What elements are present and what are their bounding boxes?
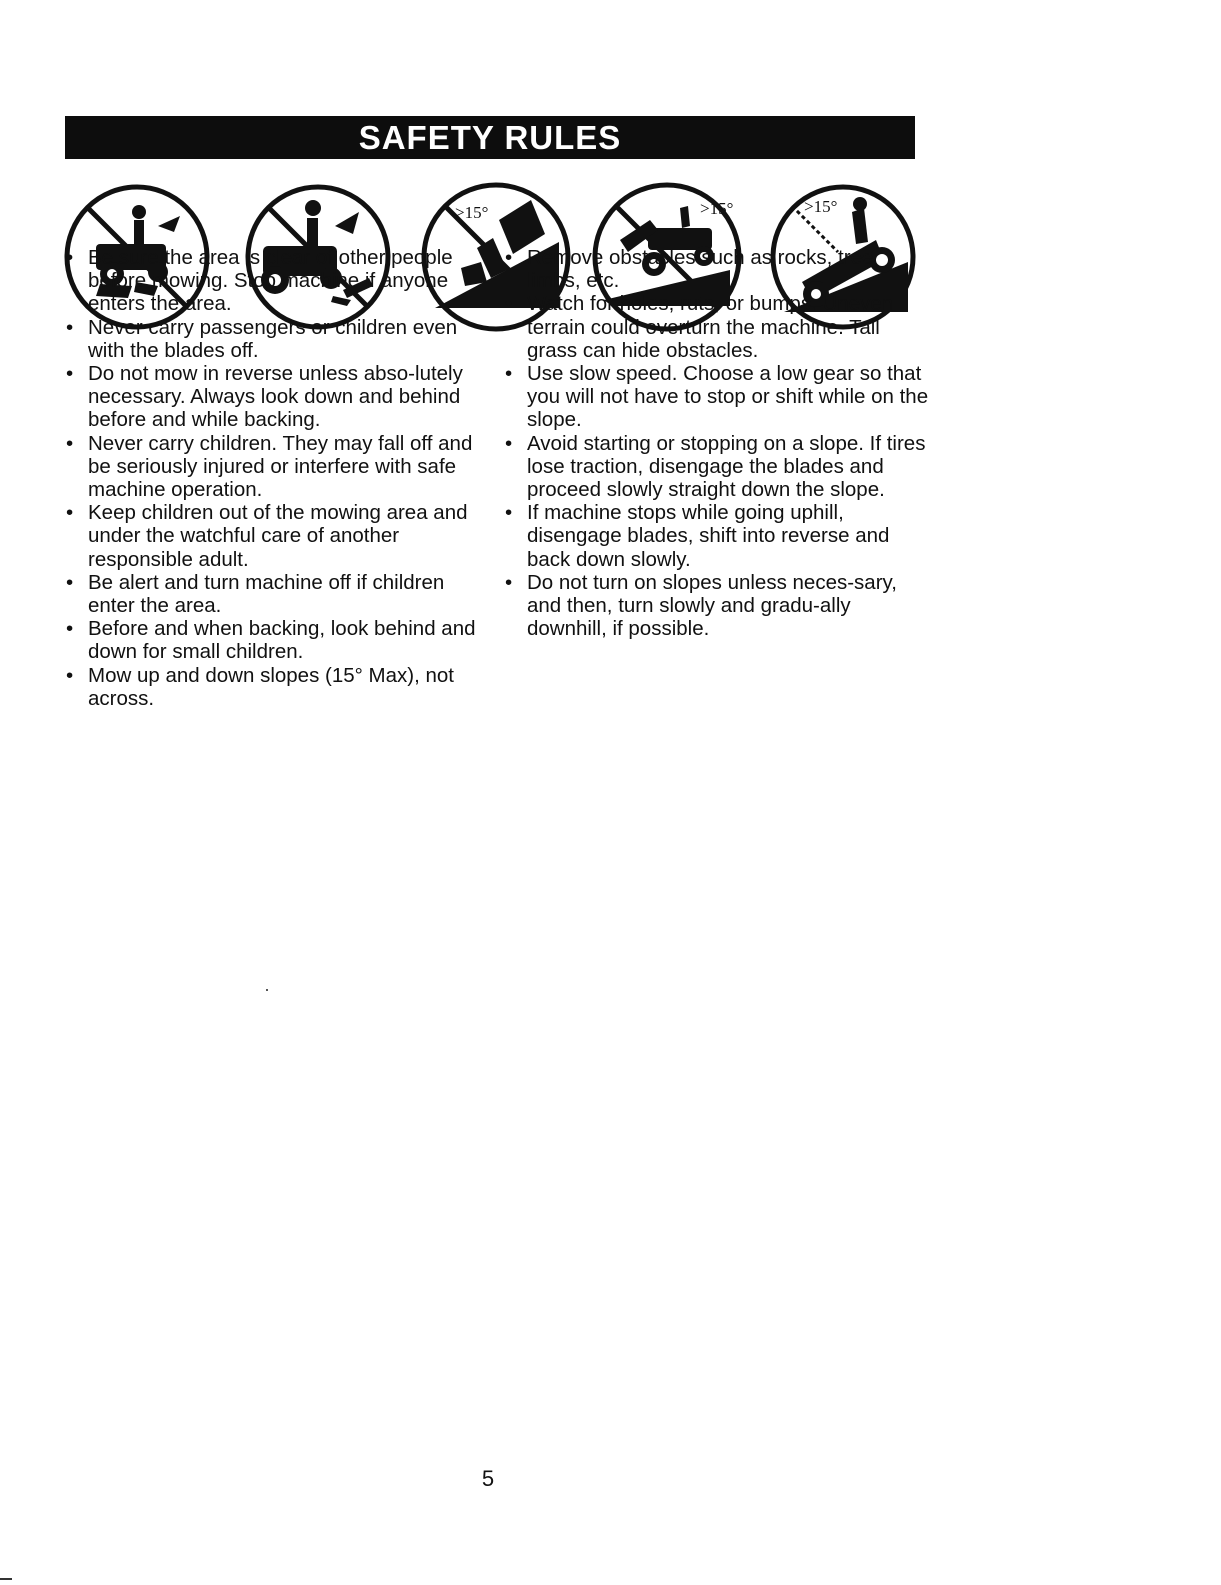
bullet: •: [66, 501, 74, 525]
bullet: •: [505, 292, 513, 316]
bullet: •: [66, 663, 74, 687]
list-item: • Before and when backing, look behind and down for small children.: [66, 617, 476, 664]
list-item: • Never carry passengers or children even with the blades off.: [66, 315, 458, 362]
bullet: •: [505, 362, 513, 386]
bullet: •: [66, 431, 74, 455]
bullet: •: [66, 362, 74, 386]
svg-text:>15°: >15°: [455, 203, 489, 222]
list-item: • Do not turn on slopes unless neces-sary, and then, turn slowly and gradu-ally downhill, if possible.: [505, 570, 897, 641]
list-item: • Remove obstacles such as rocks, tree limbs, etc.: [505, 246, 874, 293]
page-title-banner: [65, 116, 915, 159]
list-item: • Be sure the area is clear of other people before mowing. Stop machine if anyone enters the area.: [66, 246, 453, 316]
list-item: • Use slow speed. Choose a low gear so that you will not have to stop or shift while on the slope.: [505, 362, 929, 432]
list-item: • Be alert and turn machine off if children enter the area.: [66, 570, 445, 618]
bullet: •: [505, 246, 513, 269]
svg-text:>15°: >15°: [700, 199, 734, 218]
list-item: • If machine stops while going uphill, disengage blades, shift into reverse and back down slowly.: [505, 501, 890, 571]
svg-text:>15°: >15°: [804, 197, 838, 216]
bullet: •: [505, 570, 513, 594]
list-item: • Never carry children. They may fall off and be seriously injured or interfere with safe machine operation.: [66, 431, 473, 502]
safety-rules-left-list: [62, 246, 487, 710]
bullet: •: [66, 570, 74, 594]
list-item: • Mow up and down slopes (15° Max), not across.: [66, 663, 454, 710]
bullet: •: [505, 501, 513, 525]
bullet: •: [66, 246, 74, 269]
safety-rules-right-list: [501, 246, 931, 640]
list-item: • Avoid starting or stopping on a slope. If tires lose traction, disengage the blades and proceed slowly straight down the slope.: [505, 431, 926, 502]
bullet: •: [505, 431, 513, 455]
scan-speck: [266, 989, 268, 991]
list-item: • Do not mow in reverse unless abso-lutely necessary. Always look down and behind before and while backing.: [66, 362, 463, 432]
page-title: SAFETY RULES: [358, 119, 622, 156]
page-number: 5: [481, 1466, 495, 1491]
bullet: •: [66, 315, 74, 339]
list-item: • Keep children out of the mowing area and under the watchful care of another responsible adult.: [66, 501, 468, 571]
scan-edge-mark: [0, 1578, 12, 1580]
list-item: • Watch for holes, ruts, or bumps. Uneven terrain could overturn the machine. Tall grass can hide obstacles.: [505, 292, 894, 362]
bullet: •: [66, 617, 74, 641]
